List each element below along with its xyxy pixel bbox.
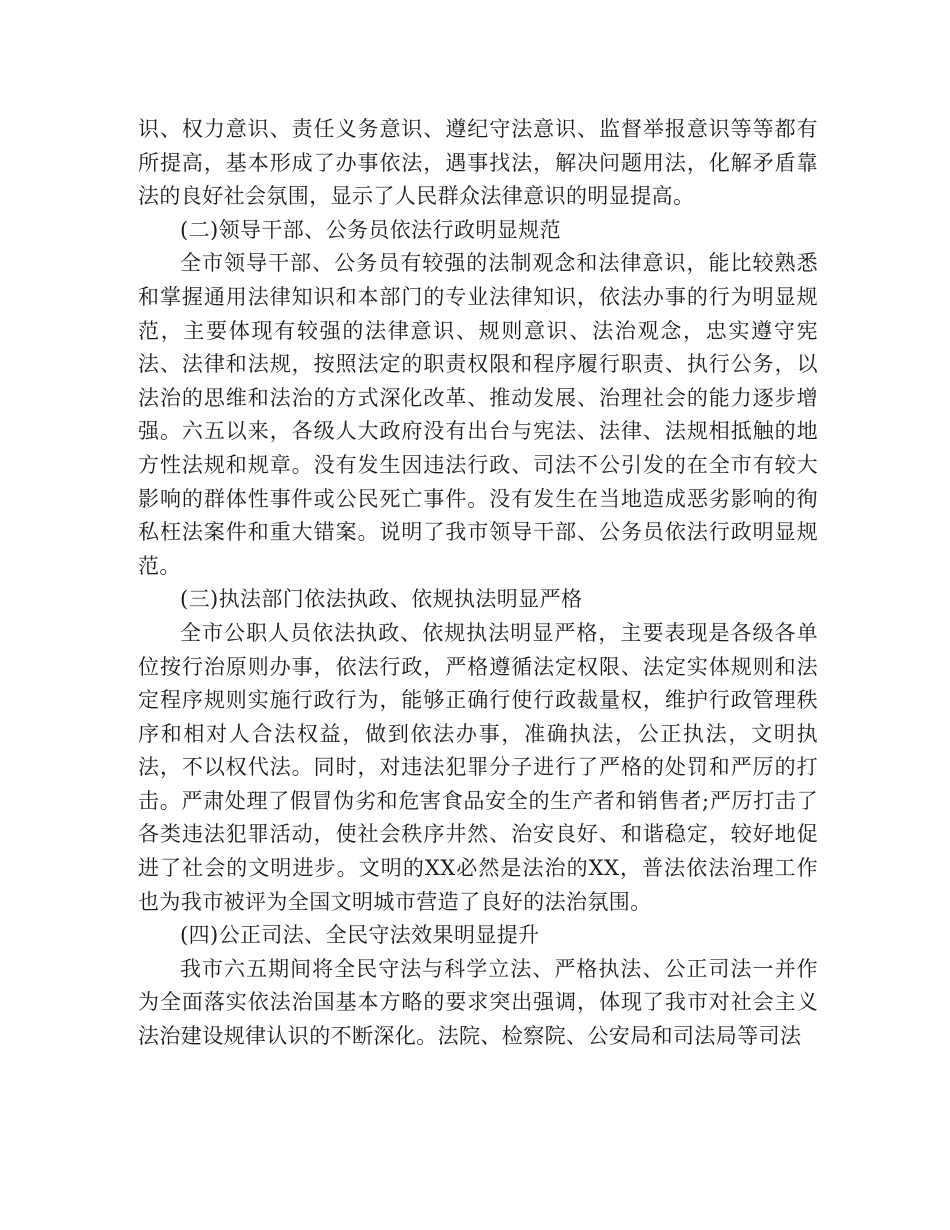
section-heading: (二)领导干部、公务员依法行政明显规范 bbox=[180, 217, 561, 242]
body-paragraph: 识、权力意识、责任义务意识、遵纪守法意识、监督举报意识等等都有所提高，基本形成了办事依法，遇事找法，解决问题用法，化解矛盾靠法的良好社会氛围，显示了人民群众法律意识的明显提高。 bbox=[138, 117, 818, 209]
body-paragraph: 全市领导干部、公务员有较强的法制观念和法律意识，能比较熟悉和掌握通用法律知识和本部门的专业法律知识，依法办事的行为明显规范，主要体现有较强的法律意识、规则意识、法治观念，忠实遵守宪法、法律和法规，按照法定的职责权限和程序履行职责、执行公务，以法治的思维和法治的方式深化改革、推动发展、治理社会的能力逐步增强。六五以来，各级人大政府没有出台与宪法、法律、法规相抵触的地方性法规和规章。没有发生因违法行政、司法不公引发的在全市有较大影响的群体性事件或公民死亡事件。没有发生在当地造成恶劣影响的徇私枉法案件和重大错案。说明了我市领导干部、公务员依法行政明显规范。 bbox=[138, 251, 818, 578]
section-heading: (三)执法部门依法执政、依规执法明显严格 bbox=[180, 587, 583, 612]
body-paragraph: 我市六五期间将全民守法与科学立法、严格执法、公正司法一并作为全面落实依法治国基本方略的要求突出强调，体现了我市对社会主义法治建设规律认识的不断深化。法院、检察院、公安局和司法局等司法 bbox=[138, 956, 818, 1049]
body-paragraph: 全市公职人员依法执政、依规执法明显严格，主要表现是各级各单位按行治原则办事，依法行政，严格遵循法定权限、法定实体规则和法定程序规则实施行政行为，能够正确行使行政裁量权，维护行政管理秩序和相对人合法权益，做到依法办事，准确执法，公正执法，文明执法，不以权代法。同时，对违法犯罪分子进行了严格的处罚和严厉的打击。严肃处理了假冒伪劣和危害食品安全的生产者和销售者;严厉打击了各类违法犯罪活动，使社会秩序井然、治安良好、和谐稳定，较好地促进了社会的文明进步。文明的XX必然是法治的XX，普法依法治理工作也为我市被评为全国文明城市营造了良好的法治氛围。 bbox=[138, 620, 818, 914]
document-body bbox=[138, 113, 818, 1054]
section-heading: (四)公正司法、全民守法效果明显提升 bbox=[180, 923, 540, 948]
